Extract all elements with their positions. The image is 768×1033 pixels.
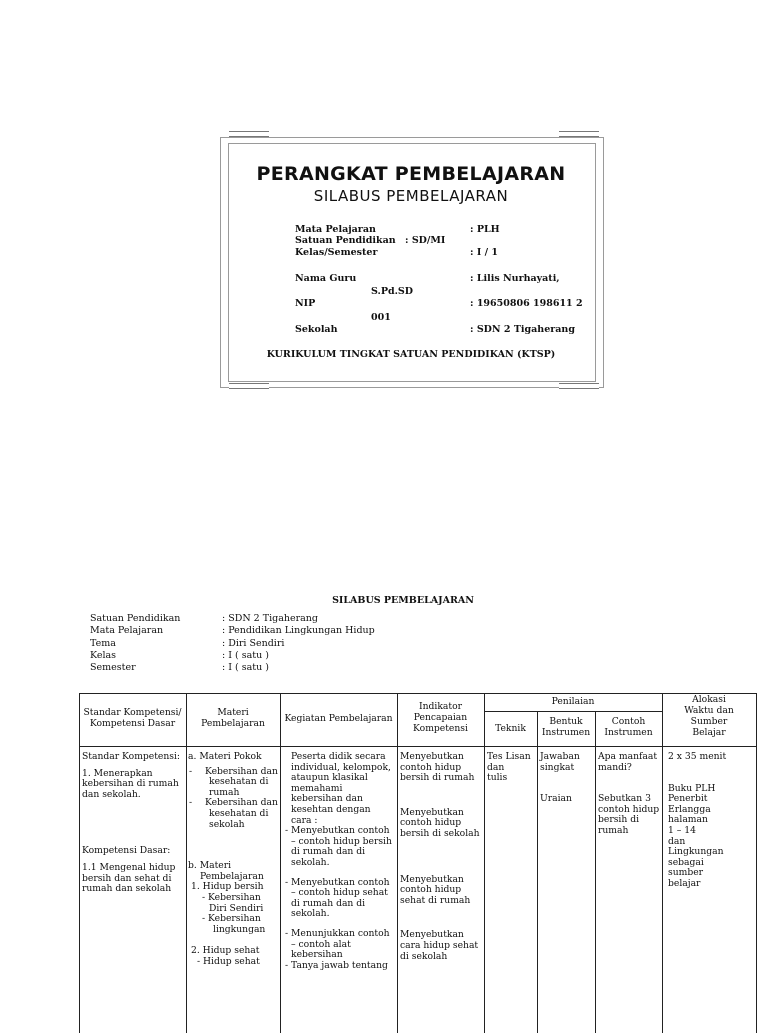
cover-title: PERANGKAT PEMBELAJARAN [256,163,566,185]
header-kegiatan: Kegiatan Pembelajaran [284,713,393,724]
cell-materi: a. Materi Pokok - Kebersihan dan kesehatan di rumah - Kebersihan dan kesehatan di sekolah b. Materi Pembelajaran 1. Hidup bersih - Kebersihan Diri Sendiri - Kebersihan lingkungan 2. Hidup sehat - Hidup sehat [188,751,278,967]
table-line [484,711,662,712]
satuan-value: : SD/MI [405,235,446,246]
silabus-meta-values [222,613,375,674]
cell-contoh: Apa manfaat mandi? Sebutkan 3 contoh hidup bersih di rumah [598,751,660,836]
meta-value: : I ( satu ) [222,662,269,674]
cell-sk-kd: Standar Kompetensi: 1. Menerapkan kebersihan di rumah dan sekolah. Kompetensi Dasar: 1.1 Mengenal hidup bersih dan sehat di rumah dan sekolah [82,751,181,895]
kelas-value: : I / 1 [470,247,498,258]
sekolah-label: Sekolah [295,324,338,335]
silabus-table [79,693,757,1033]
frame-corner-bottom-left [229,383,269,389]
meta-label: Tema [90,637,116,649]
frame-corner-top-left [229,131,269,137]
nip-value-cont: 001 [371,312,391,323]
nip-label: NIP [295,298,316,309]
guru-label: Nama Guru [295,273,357,284]
cell-bentuk: Jawaban singkat Uraian [540,751,580,805]
table-line [397,693,398,1033]
guru-value-cont: S.Pd.SD [371,286,414,297]
table-line [79,746,757,747]
header-penilaian: Penilaian [551,696,595,707]
header-teknik: Teknik [495,723,526,734]
meta-value: : Diri Sendiri [222,637,285,649]
header-alokasi: Alokasi Waktu dan Sumber Belajar [684,694,734,738]
meta-label: Semester [90,662,136,674]
cell-alokasi: 2 x 35 menit Buku PLH Penerbit Erlangga halaman 1 – 14 dan Lingkungan sebagai sumber belajar [668,751,727,889]
frame-corner-bottom-right [559,383,599,389]
table-line [537,711,538,1033]
table-line [595,711,596,1033]
header-materi: Materi Pembelajaran [201,707,265,729]
mata-pelajaran-label: Mata Pelajaran [295,224,376,235]
satuan-label: Satuan Pendidikan [295,235,396,246]
table-line [756,693,757,1033]
header-contoh: Contoh Instrumen [604,716,653,738]
frame-corner-top-right [559,131,599,137]
table-line [79,693,757,694]
sekolah-value: : SDN 2 Tigaherang [470,324,575,335]
kelas-label: Kelas/Semester [295,247,378,258]
table-line [484,693,485,1033]
meta-value: : I ( satu ) [222,649,269,661]
table-line [662,693,663,1033]
silabus-title: SILABUS PEMBELAJARAN [332,595,474,606]
cell-indikator: Menyebutkan contoh hidup bersih di rumah Menyebutkan contoh hidup bersih di sekolah Menyebutkan contoh hidup sehat di rumah Menyebutkan cara hidup sehat di sekolah [400,751,480,962]
header-indikator: Indikator Pencapaian Kompetensi [413,701,468,734]
kurikulum-text: KURIKULUM TINGKAT SATUAN PENDIDIKAN (KTSP) [266,349,556,360]
header-bentuk: Bentuk Instrumen [541,716,591,738]
cover-subtitle: SILABUS PEMBELAJARAN [313,187,509,205]
silabus-meta-labels [90,613,180,674]
nip-value: : 19650806 198611 2 [470,298,583,309]
header-sk-kd: Standar Kompetensi/ Kompetensi Dasar [83,707,182,729]
meta-label: Kelas [90,649,117,661]
table-line [186,693,187,1033]
guru-value: : Lilis Nurhayati, [470,273,560,284]
cell-teknik: Tes Lisan dan tulis [487,751,531,784]
cell-kegiatan: Peserta didik secara individual, kelompok, ataupun klasikal memahami kebersihan dan kesehtan dengan cara : - Menyebutkan contoh – contoh hidup bersih di rumah dan di sekolah. - Menyebutkan contoh – contoh hidup sehat di rumah dan di sekolah. - Menunjukkan contoh – contoh alat kebersihan - Tanya jawab tentang [285,751,392,971]
meta-label: Satuan Pendidikan [90,613,181,624]
mata-pelajaran-value: : PLH [470,224,500,235]
meta-label: Mata Pelajaran [90,625,164,637]
table-line [79,693,80,1033]
meta-value: : SDN 2 Tigaherang [222,613,319,624]
meta-value: : Pendidikan Lingkungan Hidup [222,625,375,637]
table-line [280,693,281,1033]
